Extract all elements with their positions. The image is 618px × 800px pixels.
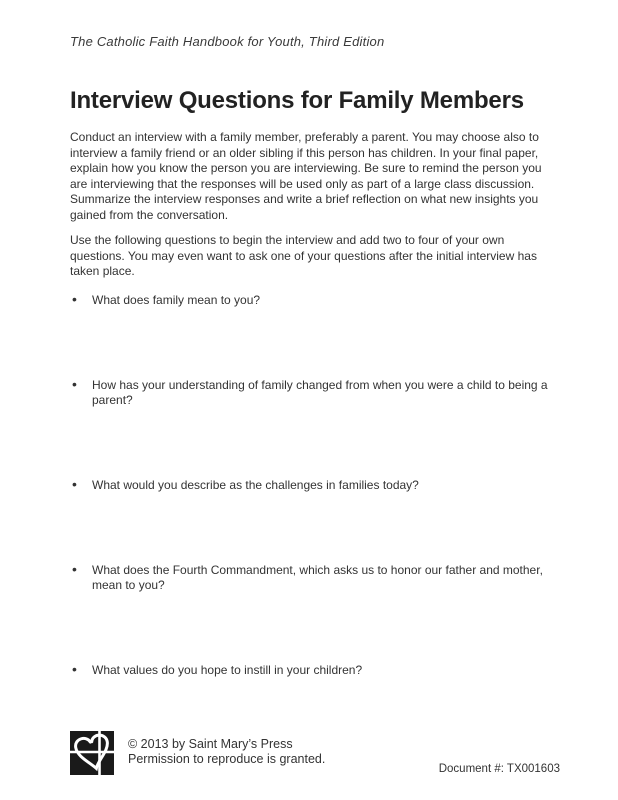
copyright-line-2: Permission to reproduce is granted.: [128, 752, 326, 766]
question-item: [70, 663, 560, 678]
intro-paragraph: Use the following questions to begin the interview and add two to four of your own questions. You may even want to ask one of your questions after the initial interview has taken place.: [70, 233, 537, 278]
question-text: What does family mean to you?: [92, 292, 261, 307]
question-text: What would you describe as the challenges in families today?: [92, 477, 419, 492]
question-item: [70, 378, 560, 408]
intro-paragraph: Conduct an interview with a family member, preferably a parent. You may choose also to interview a family friend or an older sibling if this person has children. In your final paper, explain how you know the person you are interviewing. Be sure to remind the person you are interviewing that the responses will be used only as part of a large class discussion. Summarize the interview responses and write a brief reflection on what new insights you gained from the conversation.: [70, 130, 542, 222]
document-number: Document #: TX001603: [438, 763, 560, 775]
question-item: [70, 293, 560, 308]
intro-section: [70, 130, 560, 280]
copyright-text: [128, 737, 325, 767]
question-text: What values do you hope to instill in your children?: [92, 662, 363, 677]
question-list: [70, 293, 560, 678]
page-title: Interview Questions for Family Members: [70, 87, 524, 114]
running-head: The Catholic Faith Handbook for Youth, Third Edition: [70, 34, 385, 49]
question-item: [70, 563, 560, 593]
copyright-line-1: © 2013 by Saint Mary’s Press: [128, 737, 293, 751]
footer-left: [70, 727, 325, 777]
question-text: How has your understanding of family changed from when you were a child to being a parent?: [92, 377, 548, 407]
question-text: What does the Fourth Commandment, which asks us to honor our father and mother, mean to you?: [92, 562, 543, 592]
page-footer: [70, 727, 560, 777]
question-item: [70, 478, 560, 493]
saint-marys-press-logo-icon: [70, 727, 120, 777]
